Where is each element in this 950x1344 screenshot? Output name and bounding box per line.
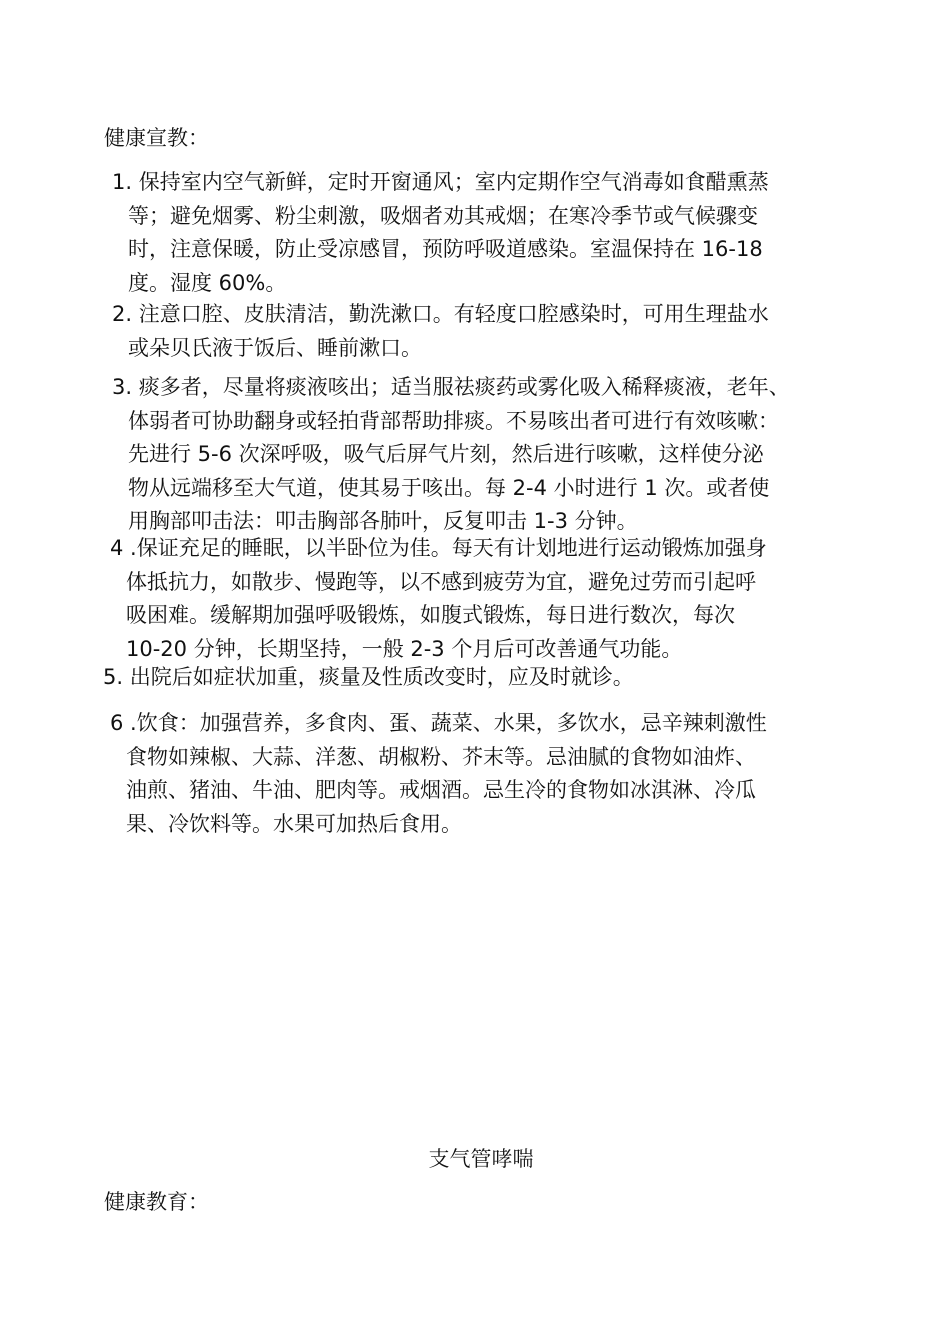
section-heading: 健康宣教： — [104, 126, 209, 150]
list-item-line: 油煎、猪油、牛油、肥肉等。戒烟酒。忌生冷的食物如冰淇淋、冷瓜 — [126, 778, 756, 802]
list-item-6 — [110, 707, 870, 841]
list-item-line: 5. 出院后如症状加重，痰量及性质改变时，应及时就诊。 — [103, 665, 634, 689]
list-item-5 — [103, 661, 863, 695]
list-item-line: 用胸部叩击法：叩击胸部各肺叶，反复叩击 1-3 分钟。 — [128, 509, 638, 533]
list-item-line: 体抵抗力，如散步、慢跑等，以不感到疲劳为宜，避免过劳而引起呼 — [126, 569, 756, 594]
list-item-line: 2. 注意口腔、皮肤清洁，勤洗漱口。有轻度口腔感染时，可用生理盐水 — [112, 302, 769, 326]
list-item-1 — [112, 166, 872, 300]
list-item-line: 10-20 分钟，长期坚持，一般 2-3 个月后可改善通气功能。 — [126, 636, 683, 661]
list-item-line: 果、冷饮料等。水果可加热后食用。 — [126, 811, 462, 836]
list-item-line: 物从远端移至大气道，使其易于咳出。每 2-4 小时进行 1 次。或者使 — [128, 475, 770, 500]
list-item-line: 吸困难。缓解期加强呼吸锻炼，如腹式锻炼，每日进行数次，每次 — [126, 603, 735, 627]
list-item-line: 6 .饮食：加强营养，多食肉、蛋、蔬菜、水果，多饮水，忌辛辣刺激性 — [110, 711, 767, 735]
list-item-line: 时，注意保暖，防止受凉感冒，预防呼吸道感染。室温保持在 16-18 — [128, 237, 763, 261]
list-item-4 — [110, 532, 870, 666]
list-item-3 — [112, 371, 872, 539]
list-item-line: 先进行 5-6 次深呼吸，吸气后屏气片刻，然后进行咳嗽，这样使分泌 — [128, 442, 764, 466]
list-item-line: 3. 痰多者，尽量将痰液咳出；适当服祛痰药或雾化吸入稀释痰液，老年、 — [112, 375, 790, 399]
list-item-line: 体弱者可协助翻身或轻拍背部帮助排痰。不易咳出者可进行有效咳嗽： — [128, 408, 779, 433]
section-heading: 健康教育： — [104, 1190, 209, 1214]
list-item-line: 食物如辣椒、大蒜、洋葱、胡椒粉、芥末等。忌油腻的食物如油炸、 — [126, 744, 756, 769]
list-item-line: 4 .保证充足的睡眠，以半卧位为佳。每天有计划地进行运动锻炼加强身 — [110, 536, 767, 560]
list-item-line: 度。湿度 60%。 — [128, 270, 287, 295]
list-item-2 — [112, 298, 872, 365]
list-item-line: 或朵贝氏液于饭后、睡前漱口。 — [128, 335, 422, 360]
list-item-line: 1. 保持室内空气新鲜，定时开窗通风；室内定期作空气消毒如食醋熏蒸 — [112, 170, 769, 194]
section-title: 支气管哮喘 — [428, 1147, 534, 1171]
list-item-line: 等；避免烟雾、粉尘刺激，吸烟者劝其戒烟；在寒冷季节或气候骤变 — [128, 203, 758, 228]
